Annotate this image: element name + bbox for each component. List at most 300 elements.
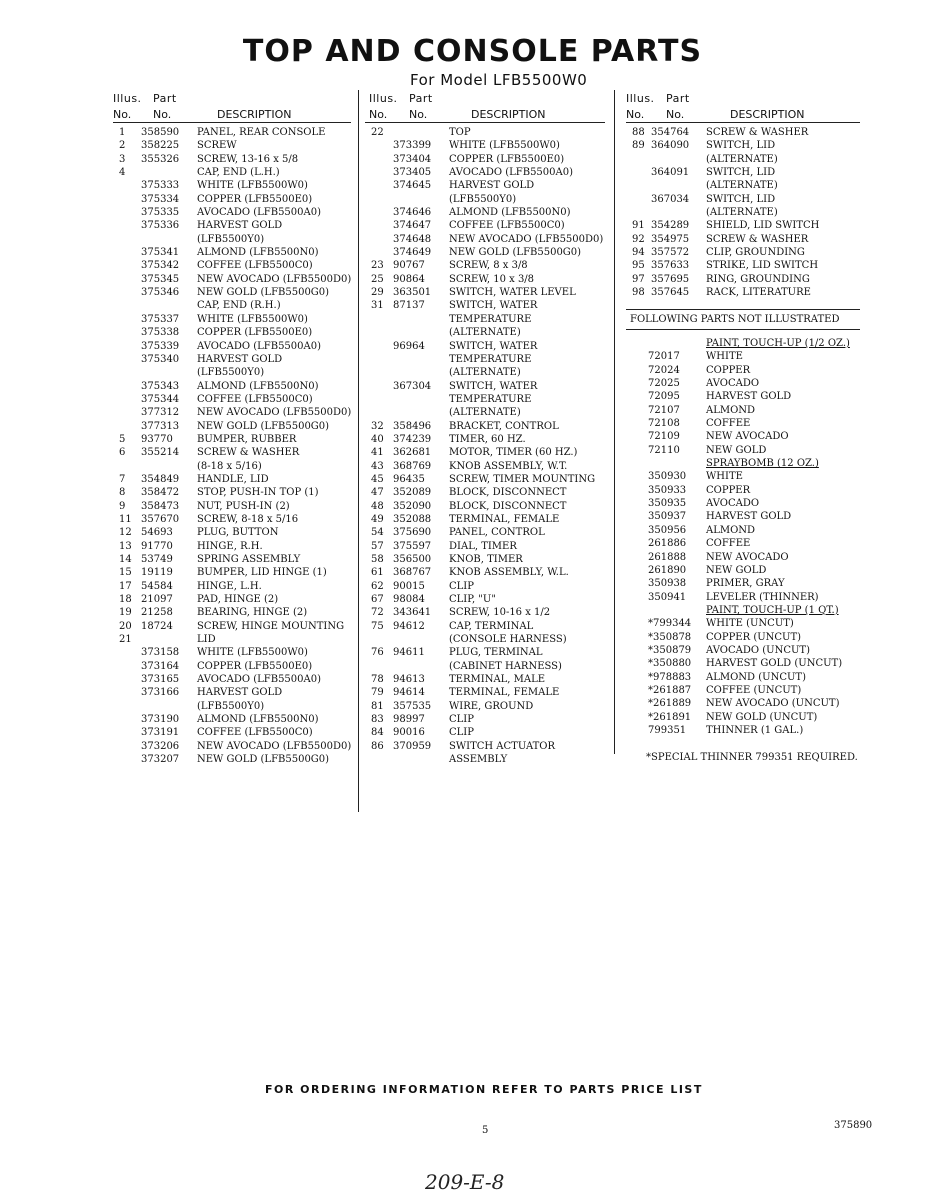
part-description: (ALTERNATE) xyxy=(449,367,521,379)
part-description: NEW GOLD (LFB5500G0) xyxy=(197,287,330,299)
part-description: SCREW & WASHER xyxy=(197,447,300,459)
illus-number: 31 xyxy=(371,300,384,312)
part-number: 94611 xyxy=(393,647,425,659)
not-illustrated-row xyxy=(626,657,860,670)
not-illustrated-row xyxy=(626,364,860,377)
part-description: (LFB5500Y0) xyxy=(197,700,265,712)
illus-number: 1 xyxy=(119,127,126,138)
part-description: HARVEST GOLD xyxy=(197,353,283,365)
not-illustrated-row xyxy=(626,470,860,483)
illus-number: 88 xyxy=(632,127,645,138)
illus-number: 6 xyxy=(119,447,126,459)
part-row xyxy=(365,513,605,526)
part-number: 358472 xyxy=(141,487,180,499)
part-number: 91770 xyxy=(141,540,173,552)
part-row xyxy=(365,246,605,259)
illus-number: 9 xyxy=(119,500,126,512)
part-description: CAP, END (L.H.) xyxy=(197,167,280,179)
part-description: NEW GOLD xyxy=(706,444,767,456)
description-label: DESCRIPTION xyxy=(471,108,546,121)
part-row xyxy=(365,126,605,139)
part-row xyxy=(365,340,605,353)
part-number: 373191 xyxy=(141,727,180,739)
illus-number: 75 xyxy=(371,620,384,632)
illus-number: 18 xyxy=(119,594,132,606)
part-row xyxy=(365,393,605,406)
part-row xyxy=(365,740,605,753)
not-illustrated-row xyxy=(626,524,860,537)
part-description: COFFEE (LFB5500C0) xyxy=(197,393,313,405)
part-description: WHITE (LFB5500W0) xyxy=(449,140,560,152)
part-row xyxy=(365,460,605,473)
section-rule xyxy=(626,329,860,330)
part-number: 354764 xyxy=(651,127,690,138)
part-row xyxy=(113,179,351,192)
part-description: NEW AVOCADO (LFB5500D0) xyxy=(449,233,604,245)
part-row xyxy=(113,513,351,526)
illus-number: 45 xyxy=(371,473,384,485)
part-description: COPPER (LFB5500E0) xyxy=(449,153,565,165)
part-number: 374649 xyxy=(393,247,432,259)
part-row xyxy=(113,353,351,366)
part-number: 368767 xyxy=(393,567,432,579)
illus-number: 98 xyxy=(632,287,645,299)
part-number: 350938 xyxy=(648,578,687,590)
part-description: COFFEE xyxy=(706,538,751,550)
part-number: 350941 xyxy=(648,591,687,603)
part-description: THINNER (1 GAL.) xyxy=(706,724,804,736)
part-description: KNOB ASSEMBLY, W.L. xyxy=(449,567,569,579)
parts-list xyxy=(365,126,605,767)
part-row xyxy=(113,446,351,459)
part-row xyxy=(113,740,351,753)
part-number: 375340 xyxy=(141,353,180,365)
part-number: 364091 xyxy=(651,167,690,179)
illus-number: 61 xyxy=(371,567,384,579)
part-row xyxy=(365,633,605,646)
part-description: SCREW, 8-18 x 5/16 xyxy=(197,513,299,525)
document-number: 375890 xyxy=(834,1120,873,1131)
part-row xyxy=(365,446,605,459)
part-number: 21258 xyxy=(141,607,173,619)
part-description: AVOCADO (LFB5500A0) xyxy=(449,167,573,179)
part-number: 799351 xyxy=(648,724,687,736)
illus-number: 76 xyxy=(371,647,384,659)
part-description: BRACKET, CONTROL xyxy=(449,420,559,432)
part-description: CLIP, GROUNDING xyxy=(706,247,805,259)
part-description: AVOCADO (LFB5500A0) xyxy=(197,674,321,686)
part-row xyxy=(113,433,351,446)
part-description: SWITCH, WATER xyxy=(449,340,538,352)
illus-label: Illus. xyxy=(626,92,655,105)
part-row xyxy=(626,233,860,246)
part-row xyxy=(113,153,351,166)
part-number: 373404 xyxy=(393,153,432,165)
part-number: 352090 xyxy=(393,500,432,512)
part-description: HARVEST GOLD (UNCUT) xyxy=(706,658,843,670)
part-description: ALMOND xyxy=(706,404,756,416)
illus-label: Illus. xyxy=(369,92,398,105)
part-row xyxy=(113,393,351,406)
part-description: COPPER (LFB5500E0) xyxy=(197,327,313,339)
part-description: COPPER (LFB5500E0) xyxy=(197,660,313,672)
part-row xyxy=(113,540,351,553)
part-number: 375338 xyxy=(141,327,180,339)
part-row xyxy=(365,206,605,219)
part-number: 357535 xyxy=(393,700,432,712)
part-no-label: No. xyxy=(666,108,685,121)
description-label: DESCRIPTION xyxy=(217,108,292,121)
part-number: 94612 xyxy=(393,620,425,632)
part-description: SWITCH, LID xyxy=(706,193,776,205)
part-number: 374648 xyxy=(393,233,432,245)
part-number: 375343 xyxy=(141,380,180,392)
part-description: (ALTERNATE) xyxy=(706,180,778,192)
part-row xyxy=(113,606,351,619)
part-label: Part xyxy=(153,92,177,105)
part-number: *799344 xyxy=(648,618,692,630)
part-number: 350937 xyxy=(648,511,687,523)
illus-number: 89 xyxy=(632,140,645,152)
not-illustrated-row xyxy=(626,671,860,684)
part-number: *350879 xyxy=(648,644,692,656)
part-description: BEARING, HINGE (2) xyxy=(197,607,308,619)
part-number: 375344 xyxy=(141,393,180,405)
part-number: 373399 xyxy=(393,140,432,152)
part-description: TERMINAL, FEMALE xyxy=(449,513,560,525)
part-description: NEW AVOCADO (LFB5500D0) xyxy=(197,273,352,285)
part-number: 375346 xyxy=(141,287,180,299)
part-description: WHITE xyxy=(706,471,743,483)
part-description: (LFB5500Y0) xyxy=(197,367,265,379)
part-number: 19119 xyxy=(141,567,173,579)
part-row xyxy=(365,326,605,339)
part-number: 350935 xyxy=(648,498,687,510)
not-illustrated-row xyxy=(626,577,860,590)
part-number: 94614 xyxy=(393,687,425,699)
part-description: SCREW xyxy=(197,140,237,152)
part-row xyxy=(365,580,605,593)
part-description: PANEL, CONTROL xyxy=(449,527,545,539)
part-description: HARVEST GOLD xyxy=(706,391,792,403)
part-number: 375597 xyxy=(393,540,432,552)
part-description: NEW GOLD (UNCUT) xyxy=(706,711,818,723)
description-label: DESCRIPTION xyxy=(730,108,805,121)
part-row xyxy=(113,593,351,606)
part-description: ALMOND (LFB5500N0) xyxy=(197,247,319,259)
illus-number: 22 xyxy=(371,127,384,138)
page-number: 5 xyxy=(482,1125,489,1136)
part-row xyxy=(113,660,351,673)
not-illustrated-row xyxy=(626,337,860,350)
ordering-footer: FOR ORDERING INFORMATION REFER TO PARTS PRICE LIST xyxy=(265,1083,703,1096)
part-number: 377312 xyxy=(141,407,180,419)
part-number: 261886 xyxy=(648,538,687,550)
not-illustrated-row xyxy=(626,510,860,523)
part-description: SCREW, 8 x 3/8 xyxy=(449,260,528,272)
part-description: SPRING ASSEMBLY xyxy=(197,554,301,565)
part-number: 350930 xyxy=(648,471,687,483)
illus-number: 29 xyxy=(371,287,384,299)
part-row xyxy=(113,340,351,353)
not-illustrated-row xyxy=(626,444,860,457)
part-number: *261891 xyxy=(648,711,692,723)
not-illustrated-row xyxy=(626,564,860,577)
part-row xyxy=(113,273,351,286)
part-row xyxy=(365,660,605,673)
part-description: PAINT, TOUCH-UP (1 QT.) xyxy=(706,604,839,616)
part-row xyxy=(626,259,860,272)
illus-number: 67 xyxy=(371,594,384,606)
part-row xyxy=(365,273,605,286)
part-description: WHITE (UNCUT) xyxy=(706,618,794,630)
part-description: STRIKE, LID SWITCH xyxy=(706,260,819,272)
part-number: 374645 xyxy=(393,180,432,192)
part-description: *SPECIAL THINNER 799351 REQUIRED. xyxy=(646,751,858,763)
part-description: NEW GOLD (LFB5500G0) xyxy=(197,420,330,432)
part-description: SCREW, 10-16 x 1/2 xyxy=(449,607,551,619)
illus-number: 13 xyxy=(119,540,132,552)
part-number: 354289 xyxy=(651,220,690,232)
part-description: BLOCK, DISCONNECT xyxy=(449,500,567,512)
part-number: 373207 xyxy=(141,754,180,766)
part-number: 373190 xyxy=(141,714,180,726)
part-description: NEW GOLD (LFB5500G0) xyxy=(449,247,582,259)
parts-column-2 xyxy=(365,88,605,767)
illus-number: 58 xyxy=(371,554,384,565)
part-row xyxy=(365,433,605,446)
part-description: PAD, HINGE (2) xyxy=(197,594,279,606)
part-row xyxy=(113,726,351,739)
part-row xyxy=(365,420,605,433)
part-description: HANDLE, LID xyxy=(197,473,269,485)
part-row xyxy=(365,153,605,166)
illus-no-label: No. xyxy=(369,108,388,121)
part-description: SWITCH, WATER xyxy=(449,300,538,312)
not-illustrated-row xyxy=(626,644,860,657)
part-row xyxy=(626,206,860,219)
part-number: 375333 xyxy=(141,180,180,192)
part-number: 72025 xyxy=(648,378,680,390)
part-row xyxy=(113,193,351,206)
part-row xyxy=(365,500,605,513)
part-description: HARVEST GOLD xyxy=(449,180,535,192)
part-number: 375339 xyxy=(141,340,180,352)
illus-number: 2 xyxy=(119,140,126,152)
part-row xyxy=(113,686,351,699)
part-number: 87137 xyxy=(393,300,425,312)
part-number: 343641 xyxy=(393,607,432,619)
part-row xyxy=(113,166,351,179)
part-number: 375342 xyxy=(141,260,180,272)
not-illustrated-row xyxy=(626,350,860,363)
part-description: SWITCH, WATER xyxy=(449,380,538,392)
not-illustrated-row xyxy=(626,484,860,497)
part-description: HARVEST GOLD xyxy=(197,220,283,232)
part-description: COFFEE (UNCUT) xyxy=(706,684,802,696)
not-illustrated-row xyxy=(626,617,860,630)
part-description: DIAL, TIMER xyxy=(449,540,517,552)
part-description: NEW GOLD (LFB5500G0) xyxy=(197,754,330,766)
part-description: SCREW & WASHER xyxy=(706,127,809,138)
part-number: 94613 xyxy=(393,674,425,686)
illus-number: 41 xyxy=(371,447,384,459)
part-description: NEW AVOCADO (LFB5500D0) xyxy=(197,740,352,752)
part-number: 72109 xyxy=(648,431,680,443)
handwritten-note: 209-E-8 xyxy=(425,1170,505,1194)
part-row xyxy=(365,566,605,579)
part-number: 96435 xyxy=(393,473,425,485)
not-illustrated-row xyxy=(626,751,860,764)
parts-list xyxy=(113,126,351,767)
part-row xyxy=(113,500,351,513)
part-number: 363501 xyxy=(393,287,432,299)
part-description: TERMINAL, FEMALE xyxy=(449,687,560,699)
part-description: BUMPER, LID HINGE (1) xyxy=(197,567,327,579)
illus-number: 57 xyxy=(371,540,384,552)
illus-number: 15 xyxy=(119,567,132,579)
part-row xyxy=(113,620,351,633)
part-description: (ALTERNATE) xyxy=(449,407,521,419)
part-row xyxy=(113,246,351,259)
part-number: 98997 xyxy=(393,714,425,726)
part-row xyxy=(365,313,605,326)
part-description: RACK, LITERATURE xyxy=(706,287,811,299)
part-row xyxy=(365,646,605,659)
part-number: *350880 xyxy=(648,658,692,670)
part-description: SPRAYBOMB (12 OZ.) xyxy=(706,458,819,470)
part-number: 72017 xyxy=(648,351,680,363)
part-row xyxy=(626,246,860,259)
part-row xyxy=(113,380,351,393)
part-number: 350956 xyxy=(648,524,687,536)
part-number: 358496 xyxy=(393,420,432,432)
part-row xyxy=(365,193,605,206)
part-number: 364090 xyxy=(651,140,690,152)
illus-number: 19 xyxy=(119,607,132,619)
section-rule xyxy=(626,309,860,310)
part-description: TEMPERATURE xyxy=(449,393,532,405)
part-number: 350933 xyxy=(648,484,687,496)
part-number: 93770 xyxy=(141,433,173,445)
part-description: AVOCADO (LFB5500A0) xyxy=(197,340,321,352)
part-description: NEW GOLD xyxy=(706,564,767,576)
part-row xyxy=(113,486,351,499)
part-description: CAP, END (R.H.) xyxy=(197,300,281,312)
part-description: KNOB, TIMER xyxy=(449,554,523,565)
part-row xyxy=(365,726,605,739)
illus-number: 47 xyxy=(371,487,384,499)
illus-number: 23 xyxy=(371,260,384,272)
part-row xyxy=(113,566,351,579)
part-label: Part xyxy=(666,92,690,105)
part-number: 357645 xyxy=(651,287,690,299)
part-number: 373206 xyxy=(141,740,180,752)
part-description: TEMPERATURE xyxy=(449,353,532,365)
part-row xyxy=(113,633,351,646)
part-description: CAP, TERMINAL xyxy=(449,620,534,632)
illus-number: 81 xyxy=(371,700,384,712)
part-number: 355214 xyxy=(141,447,180,459)
part-row xyxy=(365,686,605,699)
part-description: SCREW & WASHER xyxy=(706,233,809,245)
illus-number: 21 xyxy=(119,634,132,646)
part-number: 358590 xyxy=(141,127,180,138)
part-number: 358225 xyxy=(141,140,180,152)
part-row xyxy=(365,713,605,726)
part-description: COPPER xyxy=(706,364,751,376)
not-illustrated-row xyxy=(626,551,860,564)
part-row xyxy=(365,179,605,192)
part-row xyxy=(626,126,860,139)
part-row xyxy=(113,580,351,593)
part-row xyxy=(365,166,605,179)
part-description: SWITCH, LID xyxy=(706,140,776,152)
part-description: PLUG, BUTTON xyxy=(197,527,279,539)
part-number: 357695 xyxy=(651,273,690,285)
part-description: (LFB5500Y0) xyxy=(197,233,265,245)
part-number: 72095 xyxy=(648,391,680,403)
part-number: 374647 xyxy=(393,220,432,232)
part-description: SCREW, TIMER MOUNTING xyxy=(449,473,596,485)
part-row xyxy=(113,553,351,566)
part-row xyxy=(365,259,605,272)
illus-number: 79 xyxy=(371,687,384,699)
not-illustrated-row xyxy=(626,404,860,417)
illus-number: 11 xyxy=(119,513,132,525)
part-number: 72107 xyxy=(648,404,680,416)
part-description: ALMOND xyxy=(706,524,756,536)
part-row xyxy=(626,286,860,299)
part-row xyxy=(113,673,351,686)
part-description: HARVEST GOLD xyxy=(197,687,283,699)
part-row xyxy=(365,233,605,246)
part-number: 373166 xyxy=(141,687,180,699)
part-number: 90015 xyxy=(393,580,425,592)
not-illustrated-row xyxy=(626,631,860,644)
illus-number: 5 xyxy=(119,433,126,445)
header-rule xyxy=(626,122,860,123)
part-number: 261888 xyxy=(648,551,687,563)
part-description: COPPER (LFB5500E0) xyxy=(197,193,313,205)
part-row xyxy=(365,753,605,766)
part-description: HINGE, L.H. xyxy=(197,580,262,592)
illus-number: 43 xyxy=(371,460,384,472)
part-description: ALMOND (LFB5500N0) xyxy=(197,714,319,726)
part-description: SWITCH, WATER LEVEL xyxy=(449,287,576,299)
part-row xyxy=(113,313,351,326)
part-description: CLIP, "U" xyxy=(449,594,496,606)
not-illustrated-row xyxy=(626,497,860,510)
part-description: PAINT, TOUCH-UP (1/2 OZ.) xyxy=(706,338,850,349)
part-row xyxy=(113,259,351,272)
part-description: SHIELD, LID SWITCH xyxy=(706,220,820,232)
illus-number: 14 xyxy=(119,554,132,565)
part-row xyxy=(113,126,351,139)
part-description: WHITE (LFB5500W0) xyxy=(197,313,308,325)
part-description: COFFEE xyxy=(706,418,751,430)
part-row xyxy=(626,273,860,286)
illus-number: 7 xyxy=(119,473,126,485)
column-header xyxy=(365,88,605,122)
part-row xyxy=(113,219,351,232)
part-description: WIRE, GROUND xyxy=(449,700,534,712)
part-number: 90864 xyxy=(393,273,425,285)
part-number: 357572 xyxy=(651,247,690,259)
illus-number: 32 xyxy=(371,420,384,432)
part-row xyxy=(113,366,351,379)
illus-number: 17 xyxy=(119,580,132,592)
